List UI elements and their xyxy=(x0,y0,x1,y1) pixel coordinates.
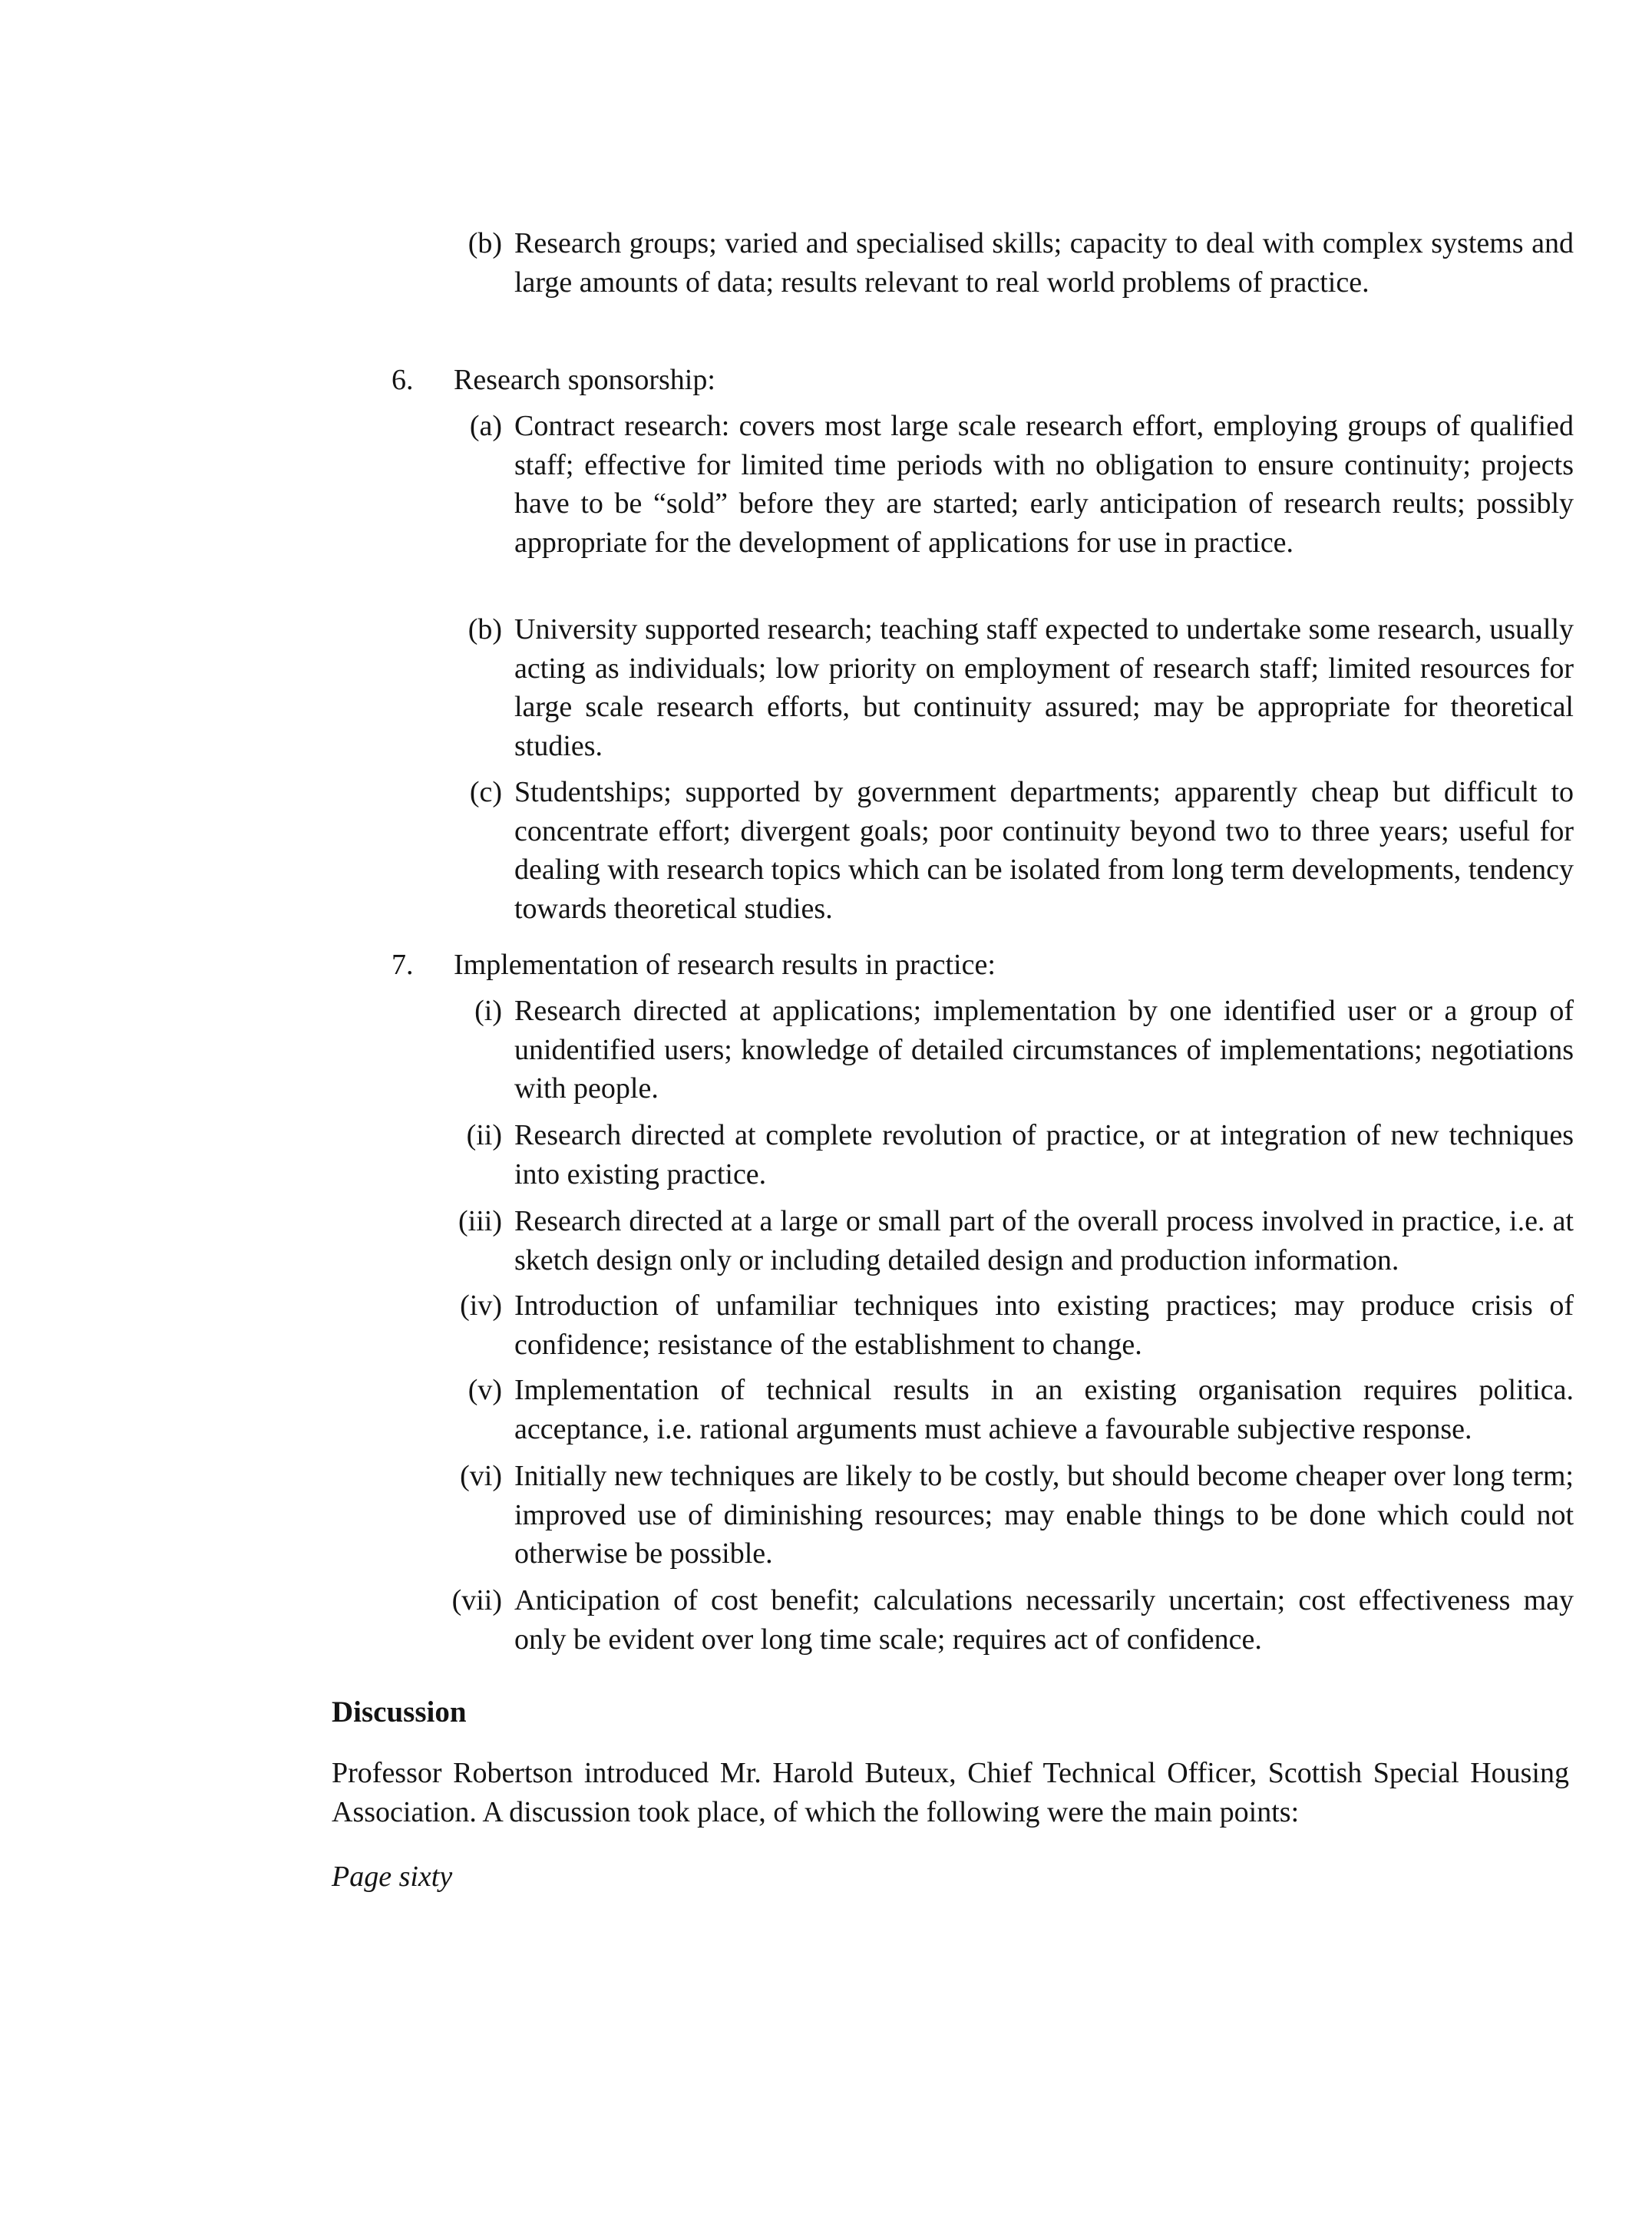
list-item-text: Research directed at a large or small part of the overall process involved in practice, i.e. at sketch design only or including detailed design and production information. xyxy=(514,1205,1574,1276)
section-heading-discussion: Discussion xyxy=(332,1696,467,1729)
list-item-7-vii xyxy=(451,1581,1574,1659)
list-item-text: Initially new techniques are likely to be costly, but should become cheaper over long term; improved use of diminishing resources; may enable things to be done which could not otherwise be possible. xyxy=(514,1460,1574,1570)
list-item-text: Research directed at applications; implementation by one identified user or a group of unidentified users; knowledge of detailed circumstances of implementations; negotiations with people. xyxy=(514,995,1574,1105)
list-number-6: 6. xyxy=(392,364,414,396)
list-item-6a xyxy=(469,407,1574,562)
list-marker: (vii) xyxy=(451,1584,502,1616)
list-marker: (iv) xyxy=(460,1289,502,1322)
list-item-text: Contract research: covers most large scale research effort, employing groups of qualified staff; effective for limited time periods with no obligation to ensure continuity; projects have to be “sold” before they are started; early anticipation of research reults; possibly appropriate for the development of applications for use in practice. xyxy=(514,410,1574,559)
list-item-7-i xyxy=(474,992,1574,1108)
list-heading-research-sponsorship: Research sponsorship: xyxy=(454,364,715,396)
list-item-text: Studentships; supported by government departments; apparently cheap but difficult to concentrate effort; divergent goals; poor continuity beyond two to three years; useful for dealing with research topics which can be isolated from long term developments, tendency towards theoretical studies. xyxy=(514,776,1574,925)
list-item-5b xyxy=(468,224,1574,302)
list-item-7-iv xyxy=(460,1286,1574,1364)
list-marker: (b) xyxy=(468,613,502,646)
list-marker: (a) xyxy=(469,410,502,442)
list-item-text: University supported research; teaching staff expected to undertake some research, usually acting as individuals; low priority on employment of research staff; limited resources for large scale research efforts, but continuity assured; may be appropriate for theoretical studies. xyxy=(514,613,1574,762)
list-marker: (v) xyxy=(468,1374,502,1406)
list-item-text: Introduction of unfamiliar techniques into existing practices; may produce crisis of confidence; resistance of the establishment to change. xyxy=(514,1289,1574,1361)
list-number-7: 7. xyxy=(392,949,414,981)
list-marker: (b) xyxy=(468,227,502,259)
list-item-6b xyxy=(468,610,1574,765)
list-item-7-vi xyxy=(460,1457,1574,1573)
list-marker: (iii) xyxy=(458,1205,502,1237)
list-marker: (vi) xyxy=(460,1460,502,1492)
list-item-text: Research groups; varied and specialised skills; capacity to deal with complex systems and large amounts of data; results relevant to real world problems of practice. xyxy=(514,227,1574,299)
list-item-7-ii xyxy=(466,1116,1574,1194)
list-marker: (c) xyxy=(469,776,502,808)
list-item-text: Anticipation of cost benefit; calculations necessarily uncertain; cost effectiveness may only be evident over long time scale; requires act of confidence. xyxy=(514,1584,1574,1656)
page-number-footer: Page sixty xyxy=(332,1861,453,1893)
list-item-text: Implementation of technical results in an existing organisation requires politica. acceptance, i.e. rational arguments must achieve a favourable subjective response. xyxy=(514,1374,1574,1445)
list-item-6c xyxy=(469,773,1574,928)
list-item-7-v xyxy=(468,1371,1574,1448)
list-heading-implementation: Implementation of research results in practice: xyxy=(454,949,996,981)
list-item-text: Research directed at complete revolution of practice, or at integration of new techniques into existing practice. xyxy=(514,1119,1574,1190)
list-item-7-iii xyxy=(458,1202,1574,1280)
list-marker: (ii) xyxy=(466,1119,502,1151)
list-marker: (i) xyxy=(474,995,502,1027)
discussion-paragraph: Professor Robertson introduced Mr. Harold Buteux, Chief Technical Officer, Scottish Special Housing Association. A discussion took place, of which the following were the main points: xyxy=(332,1757,1569,1828)
